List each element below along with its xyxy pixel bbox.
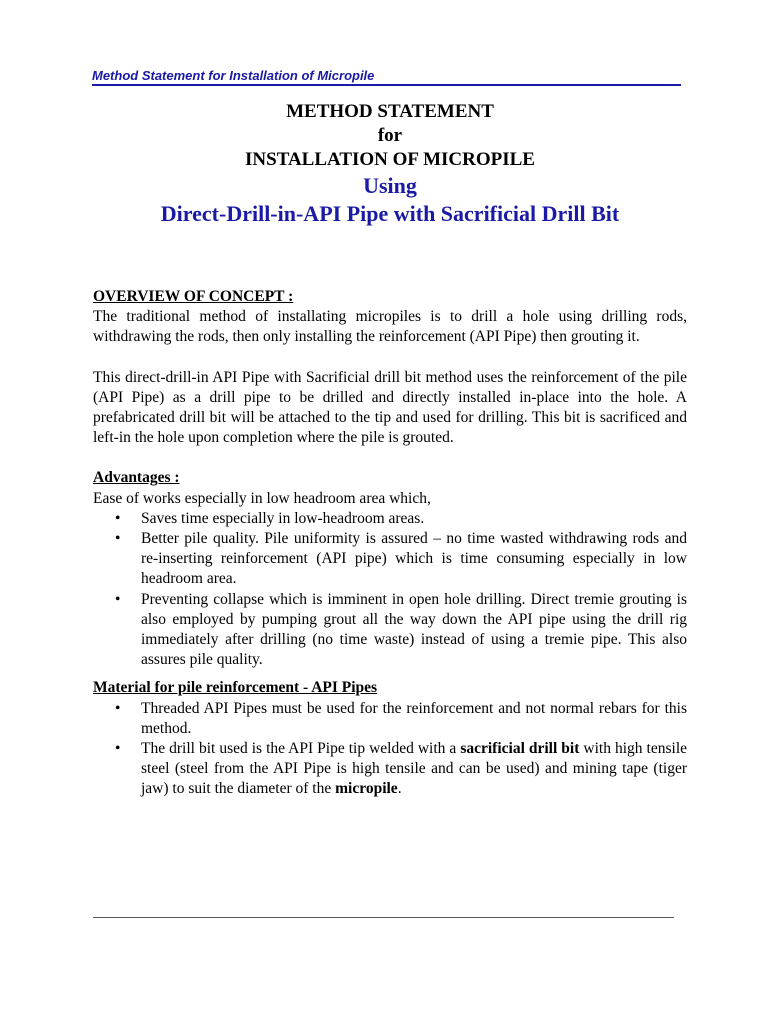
running-header: Method Statement for Installation of Micropile <box>92 67 681 86</box>
bold-term-micropile: micropile <box>335 780 398 798</box>
title-line-method-statement: METHOD STATEMENT <box>286 101 494 122</box>
list-item-text: Preventing collapse which is imminent in open hole drilling. Direct tremie grouting is also employed by pumping grout all the way down the API pipe using the drill rig immediately after drilling (no time waste) instead of using a tremie pipe. This also assures pile quality. <box>141 590 687 669</box>
document-body <box>93 287 687 800</box>
list-item <box>93 739 687 800</box>
footer-divider <box>93 917 674 918</box>
title-block <box>92 100 688 228</box>
advantages-intro: Ease of works especially in low headroom area which, <box>93 489 431 507</box>
list-item-text: Better pile quality. Pile uniformity is assured – no time wasted withdrawing rods and re-inserting reinforcement (API pipe) which is time consuming especially in low headroom area. <box>141 530 687 588</box>
text-run: The drill bit used is the API Pipe tip welded with a <box>141 740 461 758</box>
bold-term-sacrificial-drill-bit: sacrificial drill bit <box>460 740 580 758</box>
list-item-text <box>141 740 687 797</box>
list-item <box>93 590 687 671</box>
list-item-text: Saves time especially in low-headroom areas. <box>141 509 425 527</box>
bullet-icon: • <box>115 509 121 527</box>
bullet-icon: • <box>115 740 121 758</box>
title-line-method-name: Direct-Drill-in-API Pipe with Sacrificial Drill Bit <box>160 201 620 226</box>
material-list <box>93 699 687 800</box>
title-line-for: for <box>377 125 403 146</box>
bullet-icon: • <box>115 590 121 608</box>
title-line-installation: INSTALLATION OF MICROPILE <box>245 149 535 170</box>
overview-heading: OVERVIEW OF CONCEPT : <box>93 288 294 305</box>
advantages-list <box>93 509 687 671</box>
text-run: with high tensile steel (steel from the API Pipe is high tensile and can be used) and mining tape (tiger jaw) to suit the diameter of the <box>141 740 688 798</box>
list-item-text: Threaded API Pipes must be used for the reinforcement and not normal rebars for this method. <box>141 699 687 737</box>
list-item <box>93 509 687 529</box>
bullet-icon: • <box>115 530 121 548</box>
material-heading: Material for pile reinforcement - API Pipes <box>93 679 378 697</box>
advantages-heading: Advantages : <box>93 469 180 487</box>
bullet-icon: • <box>115 699 121 717</box>
overview-paragraph-2: This direct-drill-in API Pipe with Sacrificial drill bit method uses the reinforcement of the pile (API Pipe) as a drill pipe to be drilled and directly installed in-place into the hole. A prefabricated drill bit will be attached to the tip and used for drilling. This bit is sacrificed and left-in the hole upon completion where the pile is grouted. <box>93 368 687 447</box>
text-run: . <box>397 780 402 798</box>
title-line-using: Using <box>363 173 417 198</box>
list-item <box>93 699 687 739</box>
list-item <box>93 529 687 590</box>
overview-paragraph-1: The traditional method of installating micropiles is to drill a hole using drilling rods, withdrawing the rods, then only installing the reinforcement (API Pipe) then grouting it. <box>93 308 687 346</box>
